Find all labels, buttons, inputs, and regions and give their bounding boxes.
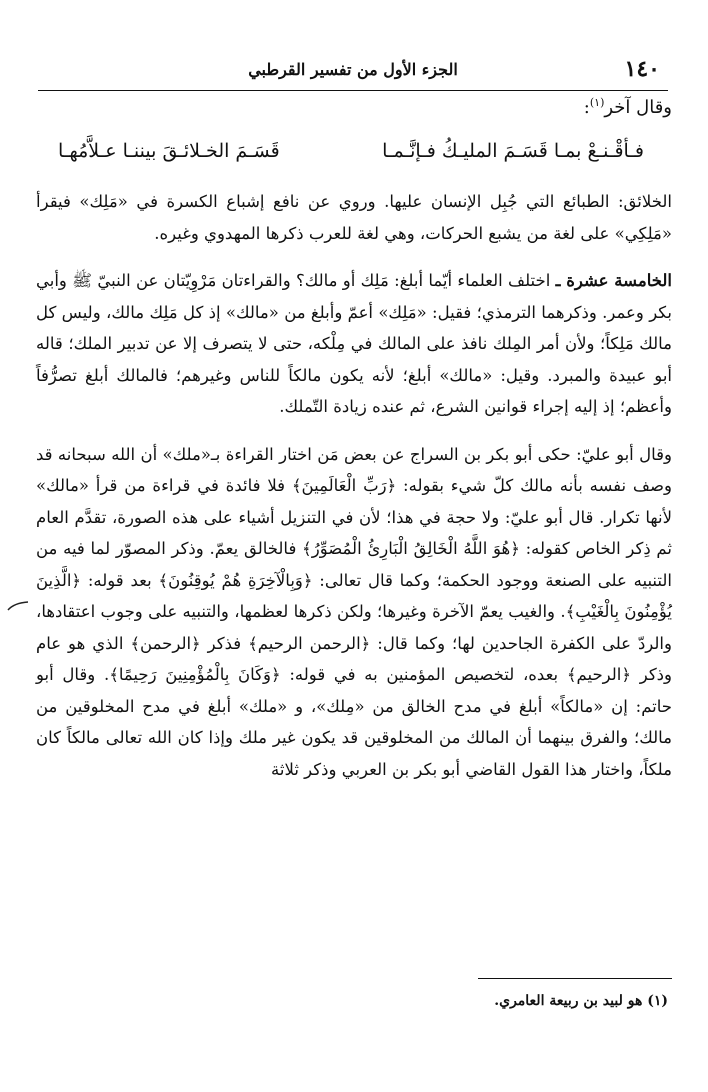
running-title: الجزء الأول من تفسير القرطبي xyxy=(248,60,458,79)
paragraph-text: وقال أبو عليّ: حكى أبو بكر بن السراج عن بعض مَن اختار القراءة بـ«ملك» أن الله سبحانه قد وصف نفسه بأنه مالك كلّ شيء بقوله: ﴿رَبِّ الْعَالَمِينَ﴾ فلا فائدة في قراءة من قرأ «مالك» لأنها تكرار. قال أبو عليّ: ولا حجة في هذا؛ لأن في التنزيل أشياء على هذه الصورة، تقدَّم العام ثم ذِكر الخاص كقوله: ﴿هُوَ اللَّهُ الْخَالِقُ الْبَارِئُ الْمُصَوِّرُ﴾ فالخالق يعمّ. وذكر المصوّر لما فيه من التنبيه على الصنعة ووجود الحكمة؛ وكما قال تعالى: ﴿وَبِالْآخِرَةِ هُمْ يُوقِنُونَ﴾ بعد قوله: ﴿الَّذِينَ يُؤْمِنُونَ بِالْغَيْبِ﴾. والغيب يعمّ الآخرة وغيرها؛ ولكن ذكرها لعظمها، والتنبيه على وجوب اعتقادها، والردّ على الكفرة الجاحدين لها؛ وكما قال: ﴿الرحمن الرحيم﴾ فذكر ﴿الرحمن﴾ الذي هو عام وذكر ﴿الرحيم﴾ بعده، لتخصيص المؤمنين به في قوله: ﴿وَكَانَ بِالْمُؤْمِنِينَ رَحِيمًا﴾. وقال أبو حاتم: إن «مالكاً» أبلغ في مدح الخالق من «مِلك»، و «ملك» أبلغ في مدح المخلوقين من مالك؛ والفرق بينهما أن المالك من المخلوقين قد يكون غير ملك وإذا كان الله تعالى مالكاً كان ملكاً، واختار هذا القول القاضي أبو بكر بن العربي وذكر ثلاثة xyxy=(36,444,672,779)
page-number: ١٤٠ xyxy=(624,56,660,82)
paragraph xyxy=(36,265,672,423)
verse-first-hemistich: فـأقْـنـعْ بمـا قَسَـمَ المليـكُ فـإنَّـمـا xyxy=(382,140,644,162)
page-header xyxy=(38,56,668,91)
margin-mark xyxy=(4,600,30,612)
paragraph-text: اختلف العلماء أيّما أبلغ: مَلِك أو مالك؟ والقراءتان مَرْوِيّتان عن النبيّ ﷺ وأبي بكر وعمر. وذكرهما الترمذي؛ فقيل: «مَلِك» أعمّ وأبلغ من «مالك» إذ كل مَلِك مالك، وليس كل مالك مَلِكاً؛ ولأن أمر المِلك نافذ على المالك في مِلْكه، حتى لا يتصرف إلا عن تدبير الملك؛ قاله أبو عبيدة والمبرد. وقيل: «مالك» أبلغ؛ لأنه يكون مالكاً للناس وغيرهم؛ فالمالك أبلغ تصرُّفاً وأعظم؛ إذ إليه إجراء قوانين الشرع، ثم عنده زيادة التّملك. xyxy=(36,271,672,416)
section-heading: الخامسة عشرة ـ xyxy=(555,271,672,290)
footnote: (١) هو لبيد بن ربيعة العامري. xyxy=(494,993,668,1009)
poetry-verse xyxy=(50,140,652,174)
verse-intro xyxy=(584,96,672,118)
paragraph-text: الخلائق: الطبائع التي جُبِل الإنسان عليها. وروي عن نافع إشباع الكسرة في «مَلِك» فيقرأ «مَلِكِي» على لغة من يشبع الحركات، وهي لغة للعرب ذكرها المهدوي وغيره. xyxy=(36,192,672,243)
verse-intro-text: وقال آخر xyxy=(604,97,672,118)
paragraph xyxy=(36,439,672,786)
main-text xyxy=(36,186,672,801)
footnote-reference: (١) xyxy=(589,96,605,109)
footnote-divider xyxy=(478,978,672,979)
verse-intro-colon: : xyxy=(583,97,590,118)
paragraph xyxy=(36,186,672,249)
verse-second-hemistich: قَسَـمَ الخـلائـقَ بيننـا عـلاَّمُهـا xyxy=(58,140,280,162)
